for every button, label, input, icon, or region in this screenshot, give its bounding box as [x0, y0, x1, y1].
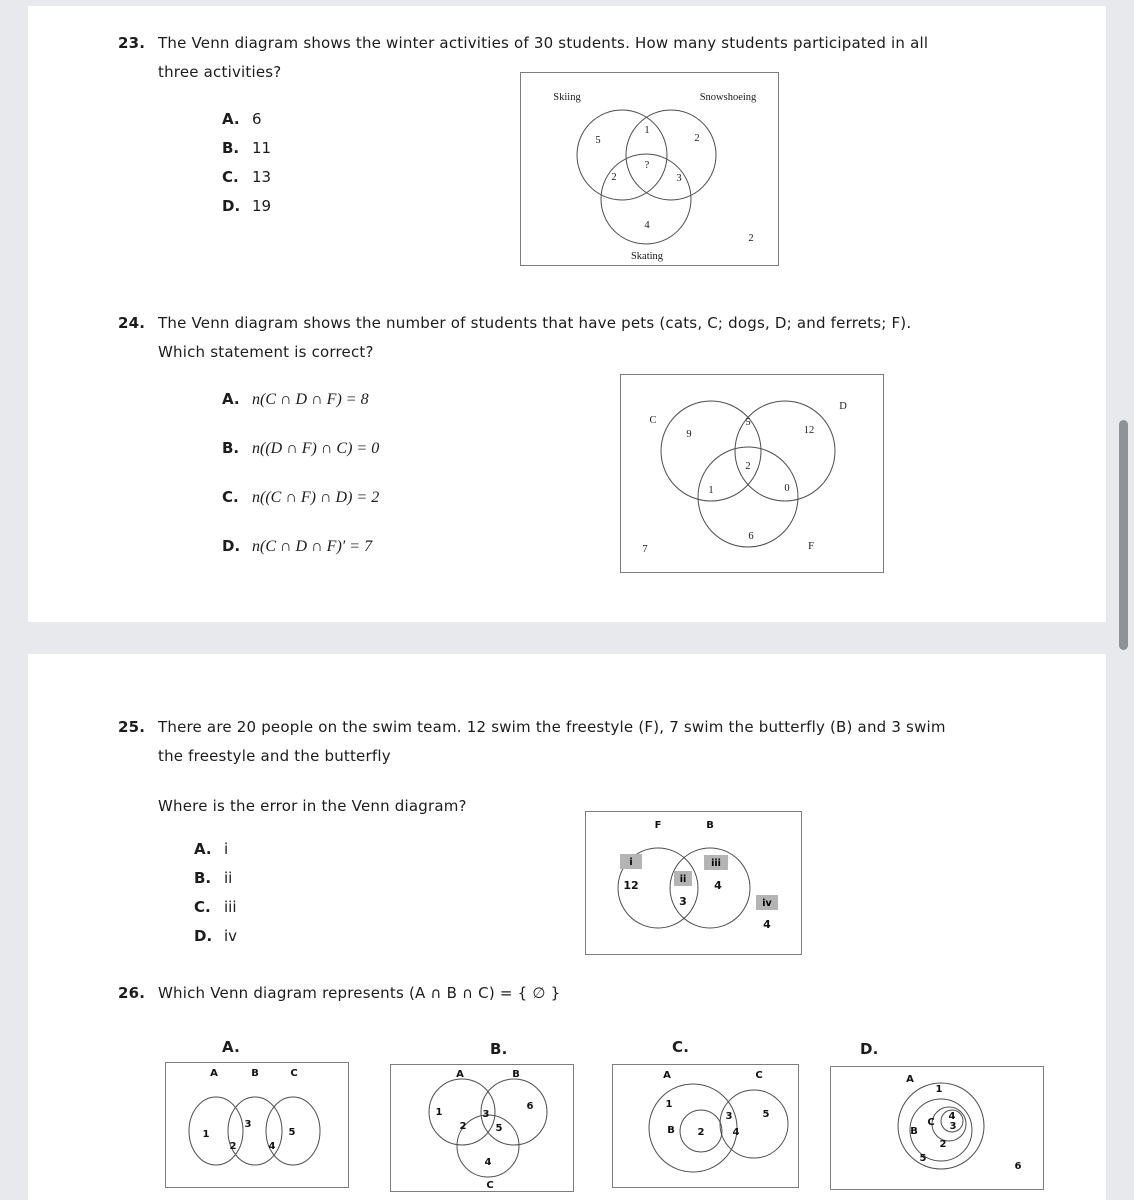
- q23-set-label-skiing: Skiing: [553, 92, 581, 103]
- q26-venn-b-svg: [391, 1065, 573, 1191]
- q23-option-d: [222, 195, 271, 217]
- q26a-n3: 3: [244, 1119, 252, 1130]
- q26b-set-a: A: [456, 1069, 464, 1080]
- q23-value-snowshoeing-only: 2: [694, 133, 700, 144]
- q25-option-c-value: iii: [224, 898, 237, 916]
- q26b-set-c: C: [486, 1180, 494, 1191]
- q24-option-a: [222, 388, 379, 410]
- q26-number: 26.: [118, 984, 146, 1002]
- q26d-set-a: A: [906, 1074, 914, 1085]
- q26-venn-c-svg: [613, 1065, 798, 1187]
- q24-value-c-only: 9: [686, 429, 692, 440]
- q26-venn-c: [612, 1064, 799, 1188]
- q25-tag-ii: ii: [679, 874, 687, 885]
- q26d-set-c: C: [927, 1117, 935, 1128]
- q25-option-d-label: D.: [194, 927, 213, 945]
- q25-tag-iii: iii: [711, 858, 721, 869]
- q25-option-b-label: B.: [194, 869, 212, 887]
- q26d-circle-b: [910, 1099, 972, 1161]
- q24-options: [222, 388, 379, 584]
- q26a-circle-a: [189, 1097, 243, 1165]
- q23-options: [222, 108, 271, 224]
- q26d-n4: 4: [948, 1111, 956, 1122]
- q26c-set-b: B: [667, 1125, 675, 1136]
- q24-set-label-f: F: [808, 541, 814, 552]
- q26d-n1: 1: [935, 1084, 943, 1095]
- q25-number: 25.: [118, 718, 146, 736]
- q24-option-a-label: A.: [222, 390, 240, 408]
- q23-option-b-value: 11: [252, 139, 272, 157]
- q26c-set-a: A: [663, 1070, 671, 1081]
- q24-text-line2: Which statement is correct?: [158, 343, 374, 361]
- q24-value-d-f: 0: [784, 483, 790, 494]
- q23-option-c-value: 13: [252, 168, 272, 186]
- q26a-n4: 4: [268, 1141, 276, 1152]
- q24-value-outside: 7: [642, 544, 648, 555]
- q25-value-f-only: 12: [623, 879, 639, 892]
- q23-option-b: [222, 137, 271, 159]
- q24-venn-svg: [621, 375, 883, 572]
- q24-option-c: [222, 486, 379, 508]
- q25-text-line1: There are 20 people on the swim team. 12 swim the freestyle (F), 7 swim the butterfly (B) and 3 swim: [158, 718, 946, 736]
- q23-text-line1: The Venn diagram shows the winter activities of 30 students. How many students participated in all: [158, 34, 929, 52]
- q23-value-skiing-skating: 2: [611, 172, 617, 183]
- q23-set-label-skating: Skating: [630, 251, 664, 262]
- q26-choice-d-label: D.: [860, 1040, 879, 1058]
- q26d-set-b: B: [910, 1126, 918, 1137]
- q26-choice-a-label: A.: [222, 1038, 240, 1056]
- q25-option-d-value: iv: [224, 927, 238, 945]
- q25-option-b: [194, 867, 237, 889]
- q23-number: 23.: [118, 34, 146, 52]
- q24-option-d-label: D.: [222, 537, 241, 555]
- q24-value-f-only: 6: [748, 531, 754, 542]
- q25-tag-i: i: [629, 857, 633, 868]
- q26c-circle-a: [649, 1084, 737, 1172]
- q24-text-line1: The Venn diagram shows the number of students that have pets (cats, C; dogs, D; and ferrets; F).: [158, 314, 912, 332]
- q23-option-a: [222, 108, 271, 130]
- q23-text-line2: three activities?: [158, 63, 282, 81]
- q24-option-c-value: n((C ∩ F) ∩ D) = 2: [252, 489, 380, 506]
- q24-option-b: [222, 437, 379, 459]
- q26-venn-a: [165, 1062, 349, 1188]
- q26d-n2: 2: [939, 1139, 947, 1150]
- q23-value-outside: 2: [748, 233, 754, 244]
- q23-value-skiing-only: 5: [595, 135, 601, 146]
- q24-set-label-c: C: [649, 415, 657, 426]
- q26a-set-c: C: [290, 1068, 298, 1079]
- q26a-set-a: A: [210, 1068, 218, 1079]
- q26b-circle-b: [481, 1079, 547, 1145]
- q26c-n1: 1: [665, 1099, 673, 1110]
- q26-venn-d-svg: [831, 1067, 1043, 1189]
- q23-value-center: ?: [644, 160, 650, 171]
- q26-venn-b: [390, 1064, 574, 1192]
- q26c-n5: 5: [762, 1109, 770, 1120]
- q23-value-skating-only: 4: [644, 220, 650, 231]
- q23-circle-snowshoeing: [626, 110, 716, 200]
- q24-option-d: [222, 535, 379, 557]
- q25-options: [194, 838, 237, 954]
- q25-option-a: [194, 838, 237, 860]
- q26-venn-d: [830, 1066, 1044, 1190]
- q26a-n2: 2: [229, 1141, 237, 1152]
- q24-value-center: 2: [745, 461, 751, 472]
- q25-option-a-label: A.: [194, 840, 212, 858]
- q25-option-c-label: C.: [194, 898, 211, 916]
- q26-text-math: (A ∩ B ∩ C) = { ∅ }: [408, 984, 561, 1002]
- q23-venn-svg: [521, 73, 778, 265]
- q26b-n4: 4: [484, 1157, 492, 1168]
- q26a-set-b: B: [251, 1068, 259, 1079]
- q24-set-label-d: D: [839, 401, 847, 412]
- q26c-set-c: C: [755, 1070, 763, 1081]
- q25-option-a-value: i: [224, 840, 229, 858]
- q25-prompt: Where is the error in the Venn diagram?: [158, 797, 467, 815]
- q25-value-b-only: 4: [714, 879, 722, 892]
- q26c-n3: 3: [725, 1111, 733, 1122]
- q24-option-a-value: n(C ∩ D ∩ F) = 8: [252, 391, 369, 408]
- q26b-n5: 5: [495, 1123, 503, 1134]
- q25-set-label-b: B: [706, 820, 714, 831]
- q26c-circle-c: [720, 1090, 788, 1158]
- q24-venn-diagram: [620, 374, 884, 573]
- q23-venn-diagram: [520, 72, 779, 266]
- q26c-n2: 2: [697, 1127, 705, 1138]
- q25-venn-diagram: [585, 811, 802, 955]
- q26-choice-b-label: B.: [490, 1040, 508, 1058]
- q23-option-a-label: A.: [222, 110, 240, 128]
- q26b-n1: 1: [435, 1107, 443, 1118]
- q26-text-prefix: Which Venn diagram represents: [158, 984, 409, 1002]
- q23-option-b-label: B.: [222, 139, 240, 157]
- q25-set-label-f: F: [654, 820, 662, 831]
- q23-option-d-value: 19: [252, 197, 272, 215]
- q25-value-outside: 4: [763, 918, 771, 931]
- q24-number: 24.: [118, 314, 146, 332]
- q24-option-d-value: n(C ∩ D ∩ F)′ = 7: [252, 538, 373, 555]
- q26d-n6: 6: [1014, 1161, 1022, 1172]
- q26-text: [158, 984, 560, 1002]
- q25-option-b-value: ii: [224, 869, 233, 887]
- q24-value-c-d: 5: [745, 417, 751, 428]
- q26b-set-b: B: [512, 1069, 520, 1080]
- q26-venn-a-svg: [166, 1063, 348, 1187]
- q23-option-c: [222, 166, 271, 188]
- scrollbar-thumb[interactable]: [1119, 420, 1128, 650]
- q24-option-c-label: C.: [222, 488, 239, 506]
- q26d-n5: 5: [919, 1153, 927, 1164]
- q26a-n1: 1: [202, 1129, 210, 1140]
- q26b-n2: 2: [459, 1121, 467, 1132]
- worksheet-page-2: [28, 654, 1106, 1200]
- q25-text-line2: the freestyle and the butterfly: [158, 747, 391, 765]
- q23-value-snowshoeing-skating: 3: [676, 173, 682, 184]
- q26b-n6: 6: [526, 1101, 534, 1112]
- q23-option-a-value: 6: [252, 110, 262, 128]
- q23-option-d-label: D.: [222, 197, 241, 215]
- q24-value-d-only: 12: [803, 425, 815, 436]
- q26a-n5: 5: [288, 1127, 296, 1138]
- q25-venn-svg: [586, 812, 801, 954]
- q25-option-d: [194, 925, 237, 947]
- q24-option-b-value: n((D ∩ F) ∩ C) = 0: [252, 440, 380, 457]
- q23-option-c-label: C.: [222, 168, 239, 186]
- q26b-n3: 3: [482, 1109, 490, 1120]
- q24-value-c-f: 1: [708, 485, 714, 496]
- q24-option-b-label: B.: [222, 439, 240, 457]
- q25-value-intersection: 3: [679, 895, 687, 908]
- q23-value-skiing-snowshoeing: 1: [644, 125, 650, 136]
- q25-option-c: [194, 896, 237, 918]
- q26c-n4: 4: [732, 1127, 740, 1138]
- worksheet-page-1: [28, 6, 1106, 622]
- q23-set-label-snowshoeing: Snowshoeing: [699, 92, 757, 103]
- q26d-n3: 3: [949, 1121, 957, 1132]
- q26-choice-c-label: C.: [672, 1038, 690, 1056]
- q25-tag-iv: iv: [762, 898, 772, 909]
